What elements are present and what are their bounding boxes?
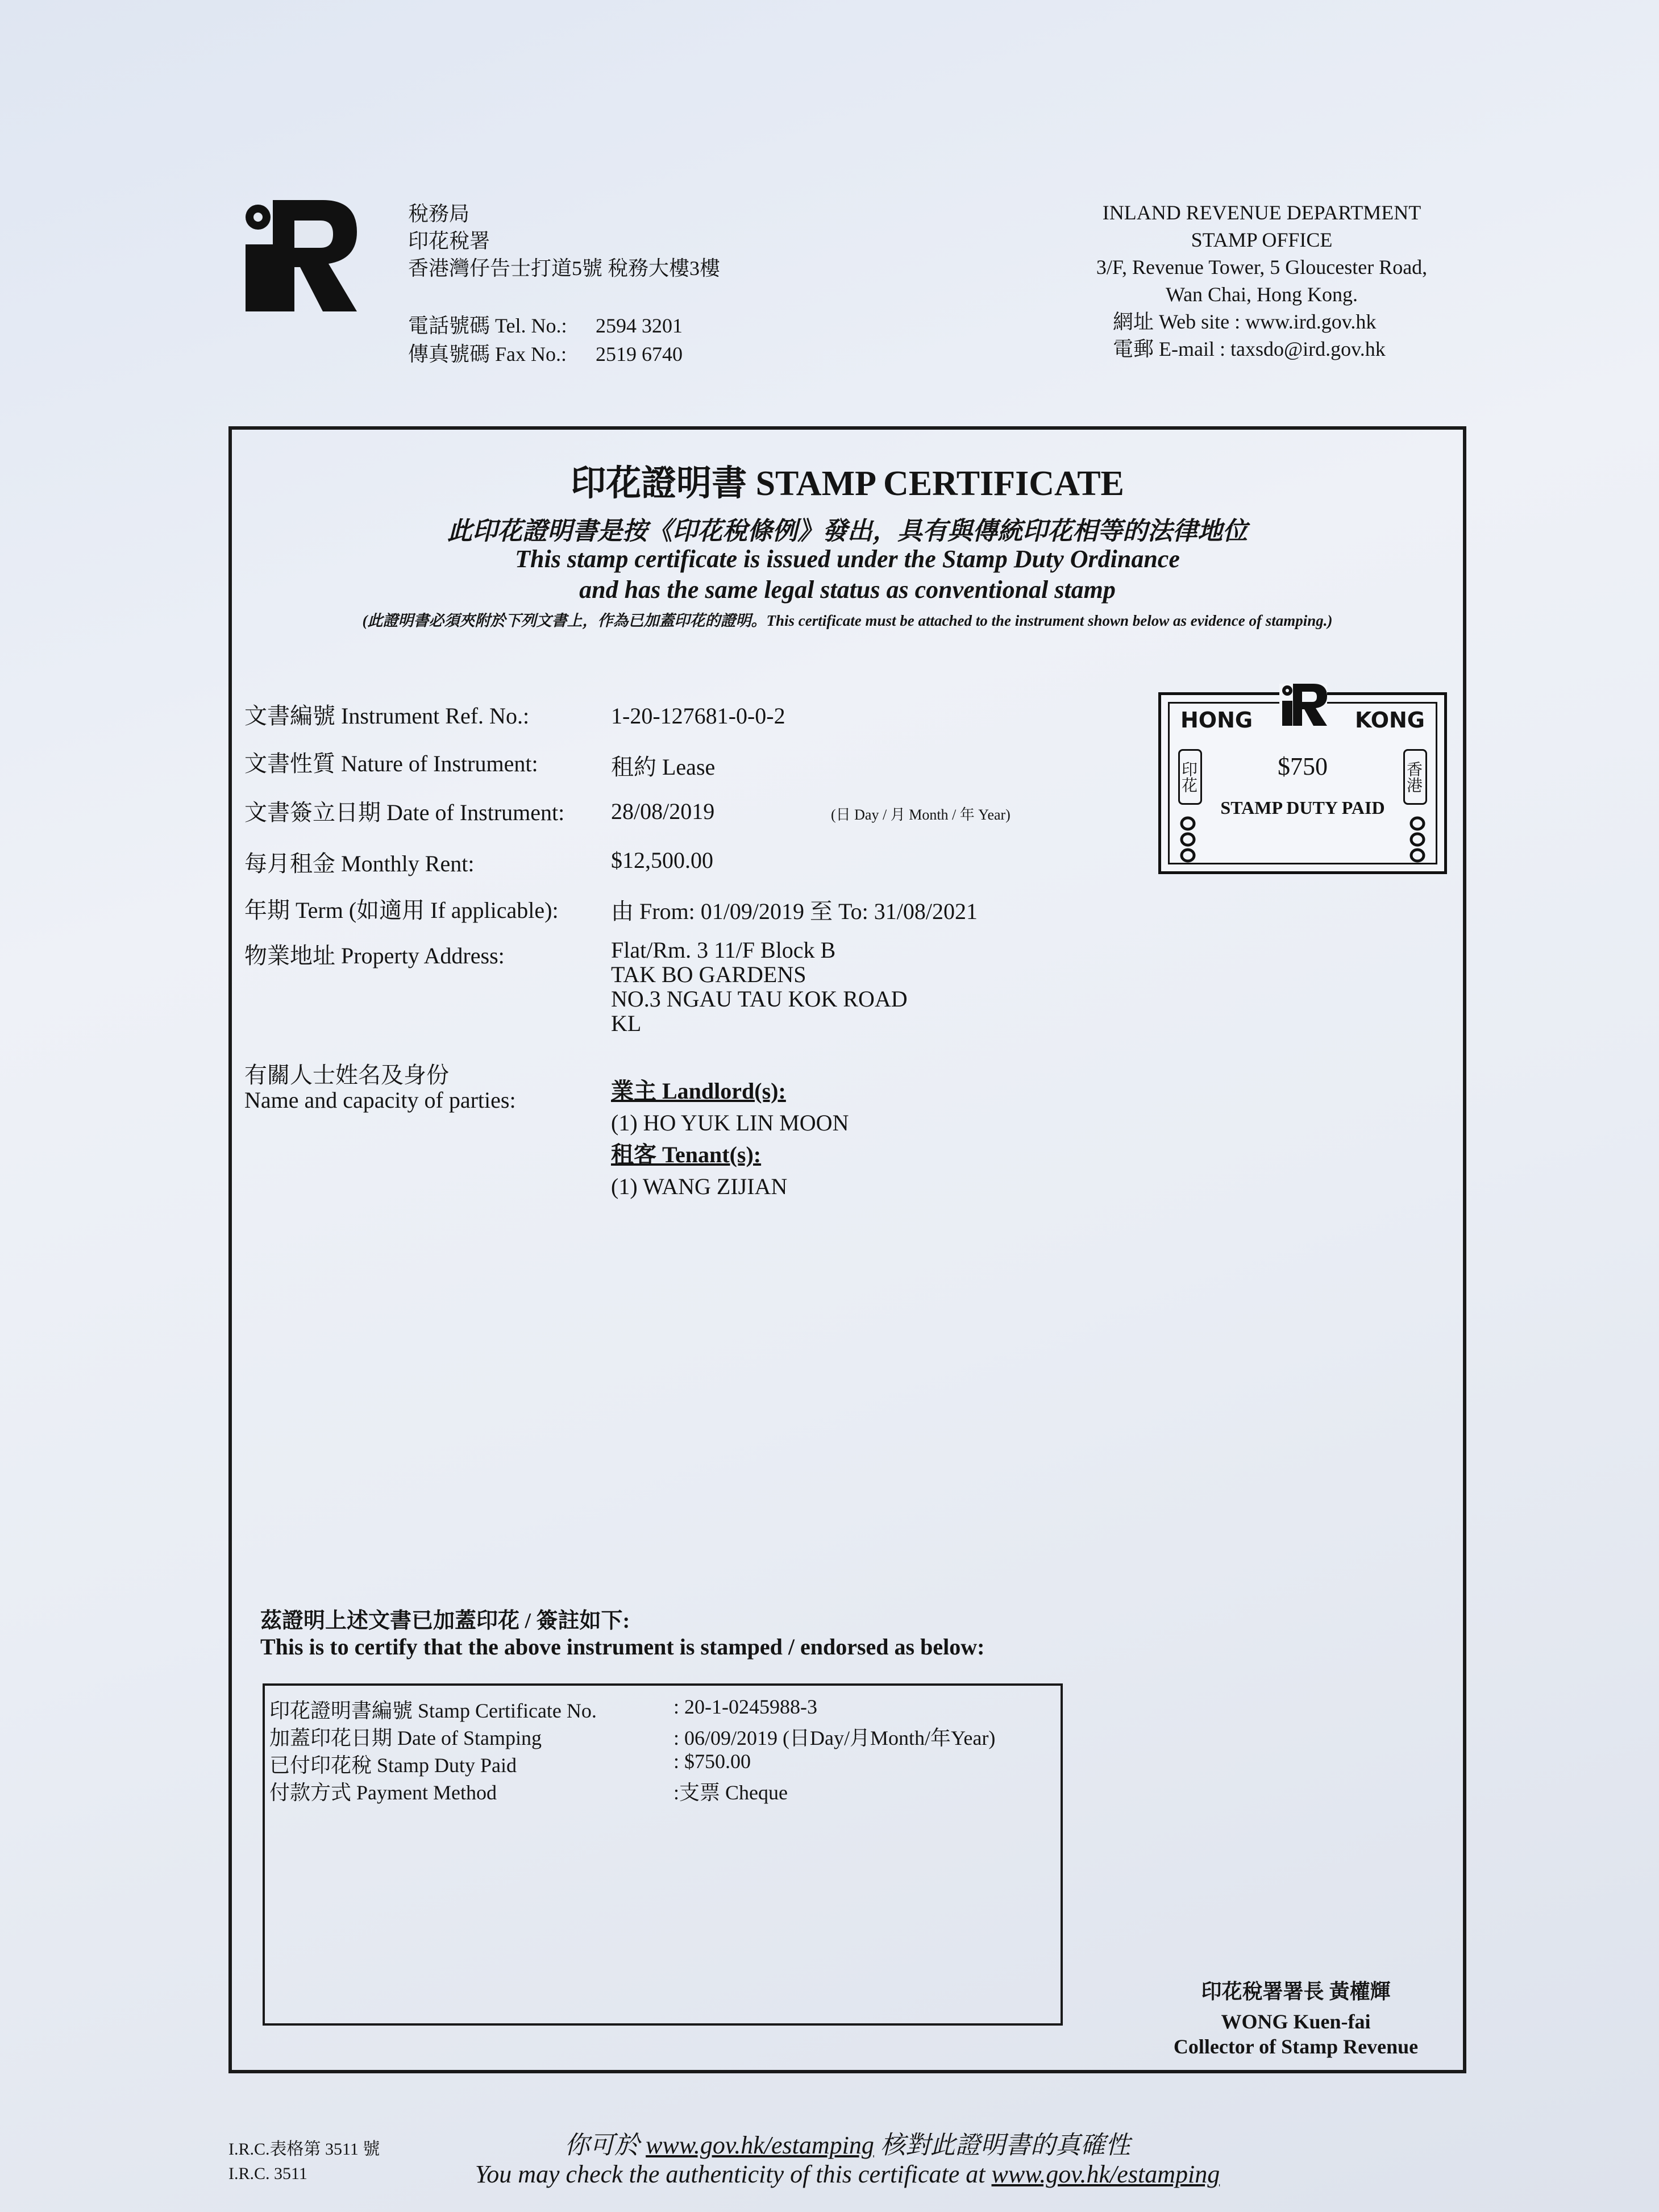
landlord-heading: 業主 Landlord(s): [611, 1078, 786, 1104]
attach-note: (此證明書必須夾附於下列文書上，作為已加蓋印花的證明。This certificate must be attached to the instrument shown below as evidence of stamping.) [362, 612, 1333, 629]
rent-value: $12,500.00 [611, 847, 713, 873]
header-dept-en [1046, 199, 1478, 363]
nature-value: 租約 Lease [611, 754, 716, 780]
tel-value: 2594 3201 [596, 314, 683, 337]
header-contact [408, 311, 683, 368]
property-address [611, 938, 908, 1036]
rent-label: 每月租金 Monthly Rent: [244, 851, 475, 876]
estamping-link[interactable]: www.gov.hk/estamping [646, 2131, 874, 2159]
parties-label [244, 1063, 516, 1113]
stamp-side-left: 印花 [1178, 749, 1202, 805]
address-line: NO.3 NGAU TAU KOK ROAD [611, 986, 908, 1012]
tel-label: 電話號碼 Tel. No.: [408, 314, 567, 337]
stamp-amount: $750 [1278, 752, 1328, 780]
stamp-cert-no-value: : 20-1-0245988-3 [673, 1695, 817, 1718]
dept-line: 稅務局 [408, 202, 470, 225]
landlord-name: (1) HO YUK LIN MOON [611, 1110, 849, 1136]
date-value: 28/08/2019 [611, 799, 715, 824]
payment-method-label: 付款方式 Payment Method [269, 1781, 497, 1804]
ref-value: 1-20-127681-0-0-2 [611, 703, 785, 729]
form-number-en: I.R.C. 3511 [228, 2164, 307, 2183]
collector-title-zh: 印花稅署署長 黃權輝 [1201, 1980, 1391, 2003]
address-en: 3/F, Revenue Tower, 5 Gloucester Road, [1096, 256, 1428, 278]
fax-label: 傳真號碼 Fax No.: [408, 343, 567, 365]
website: 網址 Web site : www.ird.gov.hk [1113, 310, 1377, 333]
stamp-paid-label: STAMP DUTY PAID [1220, 797, 1385, 818]
tenant-name: (1) WANG ZIJIAN [611, 1174, 788, 1199]
address-en-2: Wan Chai, Hong Kong. [1165, 283, 1358, 306]
address-line: Flat/Rm. 3 11/F Block B [611, 937, 836, 963]
header-dept-zh [408, 200, 720, 282]
duty-paid-label: 已付印花稅 Stamp Duty Paid [269, 1754, 517, 1777]
verify-en-pre: You may check the authenticity of this certificate at [475, 2160, 992, 2188]
address-line: 香港灣仔告士打道5號 稅務大樓3樓 [408, 257, 721, 280]
email: 電郵 E-mail : taxsdo@ird.gov.hk [1113, 338, 1386, 360]
knot-ornament-icon [1179, 816, 1196, 863]
date-format-note: (日 Day / 月 Month / 年 Year) [831, 806, 1011, 823]
payment-method-value: :支票 Cheque [673, 1781, 788, 1804]
stamp-kong: KONG [1354, 708, 1425, 733]
parties [611, 1075, 849, 1203]
verify-line-en [228, 2160, 1466, 2189]
verify-line-zh [228, 2124, 1466, 2161]
form-number-zh: I.R.C.表格第 3511 號 [228, 2140, 380, 2159]
stamp-logo-icon [1279, 684, 1327, 727]
collector-title-en: Collector of Stamp Revenue [1173, 2035, 1419, 2058]
address-line: KL [611, 1011, 642, 1036]
stamp-side-right: 香港 [1403, 749, 1427, 805]
certificate-title: 印花證明書 STAMP CERTIFICATE [571, 464, 1124, 503]
ref-label: 文書編號 Instrument Ref. No.: [244, 703, 530, 729]
term-label: 年期 Term (如適用 If applicable): [244, 897, 559, 923]
stamp-duty-seal [1158, 692, 1447, 874]
stamping-date-label: 加蓋印花日期 Date of Stamping [269, 1727, 542, 1749]
subtitle-en-1: This stamp certificate is issued under the Stamp Duty Ordinance [515, 545, 1180, 573]
collector-name: WONG Kuen-fai [1221, 2010, 1371, 2033]
office-line: 印花稅署 [408, 230, 490, 252]
duty-paid-value: : $750.00 [673, 1750, 751, 1773]
certify-zh: 茲證明上述文書已加蓋印花 / 簽註如下: [260, 1609, 630, 1633]
verify-zh-pre: 你可於 [564, 2131, 646, 2159]
subtitle-zh: 此印花證明書是按《印花稅條例》發出，具有與傳統印花相等的法律地位 [447, 517, 1248, 545]
parties-label-zh: 有關人士姓名及身份 [244, 1062, 449, 1088]
address-line: TAK BO GARDENS [611, 962, 806, 987]
stamp-hong: HONG [1180, 708, 1253, 733]
stamping-date-value: : 06/09/2019 (日Day/月Month/年Year) [673, 1727, 996, 1749]
dept-name-en: INLAND REVENUE DEPARTMENT [1102, 201, 1421, 224]
knot-ornament-icon [1409, 816, 1426, 863]
tenant-heading: 租客 Tenant(s): [611, 1142, 762, 1167]
address-label: 物業地址 Property Address: [244, 943, 505, 968]
office-name-en: STAMP OFFICE [1191, 228, 1333, 251]
term-value: 由 From: 01/09/2019 至 To: 31/08/2021 [611, 899, 978, 924]
date-label: 文書簽立日期 Date of Instrument: [244, 800, 565, 825]
stamp-cert-no-label: 印花證明書編號 Stamp Certificate No. [269, 1699, 597, 1722]
ird-logo [238, 200, 357, 311]
verify-zh-post: 核對此證明書的真確性 [874, 2131, 1130, 2159]
estamping-link[interactable]: www.gov.hk/estamping [991, 2160, 1220, 2188]
certify-en: This is to certify that the above instrument is stamped / endorsed as below: [260, 1634, 985, 1660]
subtitle-en-2: and has the same legal status as conventional stamp [579, 576, 1116, 604]
fax-value: 2519 6740 [596, 343, 683, 365]
parties-label-en: Name and capacity of parties: [244, 1087, 516, 1113]
nature-label: 文書性質 Nature of Instrument: [244, 751, 538, 776]
